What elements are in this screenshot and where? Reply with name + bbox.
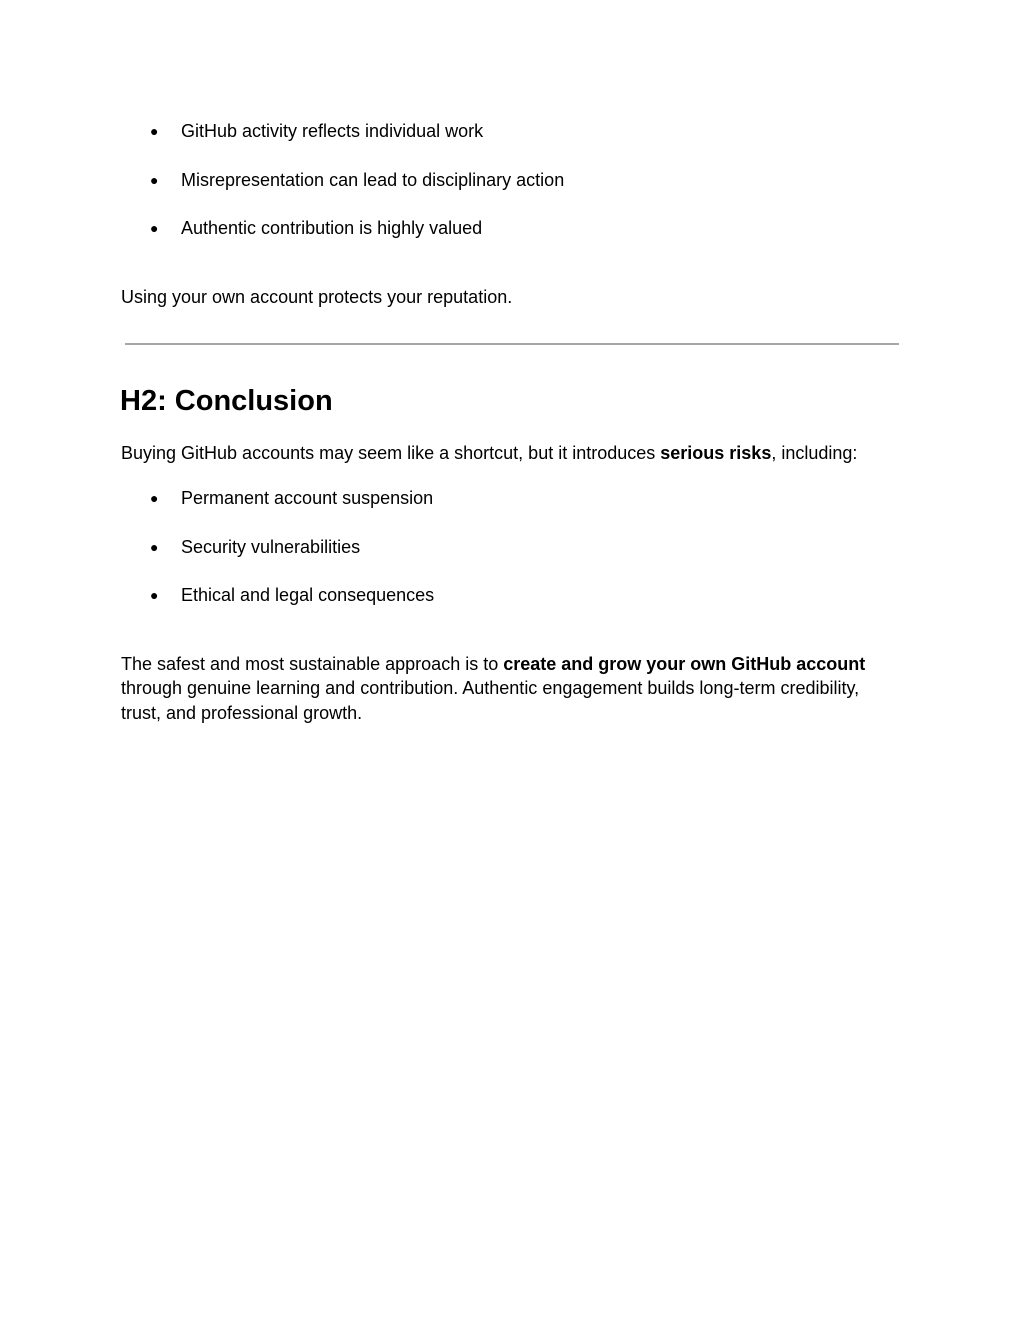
final-paragraph: [121, 652, 901, 725]
bullet-icon: ●: [150, 538, 159, 555]
section-heading: H2: Conclusion: [120, 385, 333, 417]
list-item-text: Ethical and legal consequences: [181, 585, 435, 605]
list-item-text: Security vulnerabilities: [181, 536, 361, 557]
bullet-icon: ●: [150, 171, 159, 188]
list-item-text: GitHub activity reflects individual work: [181, 121, 484, 141]
list-item-text: Permanent account suspension: [181, 488, 434, 508]
list-item-text: Misrepresentation can lead to disciplinary action: [181, 169, 565, 190]
final-bold-text: create and grow your own GitHub account: [503, 654, 866, 674]
list-item-text: Authentic contribution is highly valued: [181, 218, 483, 238]
intro-text-end: , including:: [771, 443, 858, 463]
final-text-end: through genuine learning and contribution. Authentic engagement builds long-term credibility, trust, and professional growth.: [121, 678, 860, 723]
bullet-icon: ●: [150, 220, 159, 236]
final-text: The safest and most sustainable approach is to: [121, 654, 504, 674]
intro-bold-text: serious risks: [660, 443, 772, 463]
intro-text: Buying GitHub accounts may seem like a shortcut, but it introduces: [121, 443, 661, 463]
horizontal-divider: [125, 343, 899, 345]
bullet-icon: ●: [150, 123, 159, 139]
intro-paragraph: [121, 441, 901, 465]
bullet-icon: ●: [150, 587, 159, 603]
bullet-icon: ●: [150, 490, 159, 506]
reputation-paragraph: Using your own account protects your reputation.: [121, 287, 513, 307]
